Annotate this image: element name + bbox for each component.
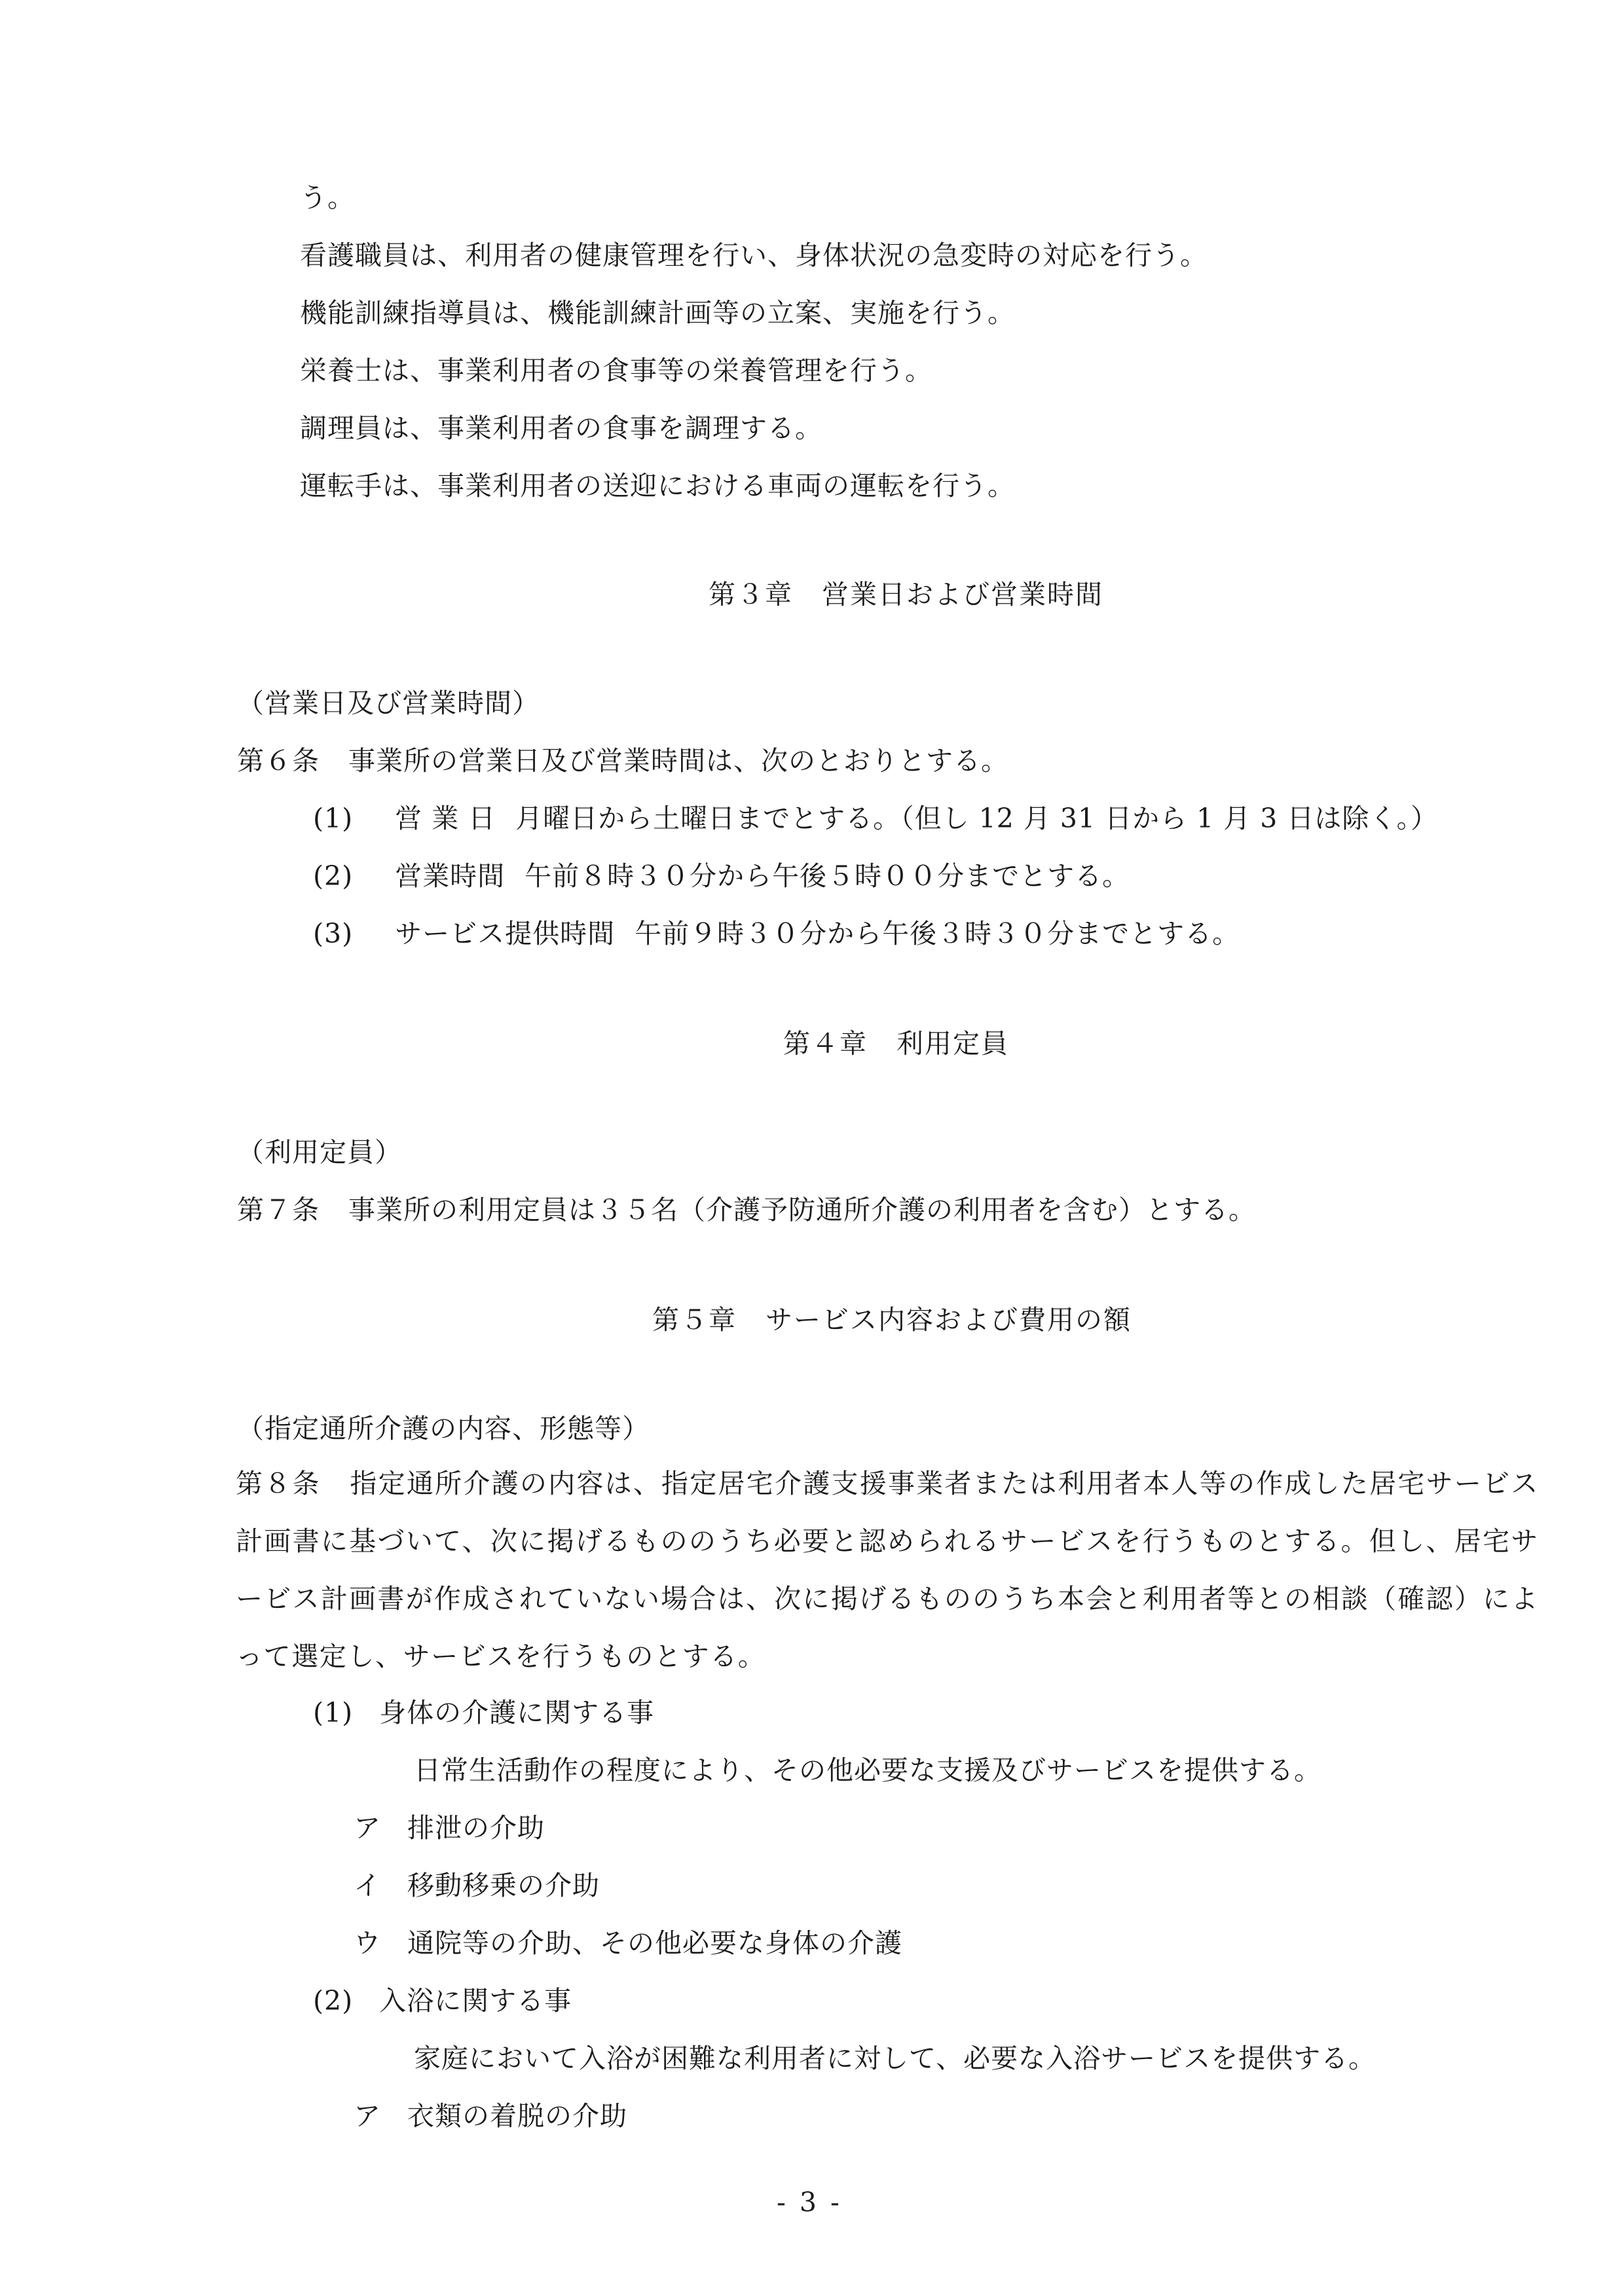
chapter-4-number: 第４章 [783, 1028, 868, 1059]
hours-item-number: (1) [313, 803, 354, 834]
list-item [354, 1926, 902, 1960]
section-1-description: 日常生活動作の程度により、その他必要な支援及びサービスを提供する。 [414, 1755, 1321, 1786]
list-item-mark: ウ [354, 1927, 381, 1959]
chapter-5-title: サービス内容および費用の額 [766, 1304, 1132, 1336]
list-item-mark: ア [354, 2100, 381, 2132]
page-number: - 3 - [777, 2187, 842, 2218]
article-7-text: 事業所の利用定員は３５名（介護予防通所介護の利用者を含む）とする。 [348, 1194, 1256, 1226]
section-1-title: 身体の介護に関する事 [379, 1697, 655, 1728]
chapter-5-heading [652, 1303, 1132, 1337]
section-1-number: (1) [313, 1697, 354, 1728]
chapter-5-number: 第５章 [652, 1304, 737, 1336]
article-8-caption: （指定通所介護の内容、形態等） [237, 1413, 650, 1444]
hours-item-label: サービス提供時間 [395, 918, 616, 949]
section-1-heading [313, 1696, 654, 1730]
hours-item-text: 月曜日から土曜日までとする。（但し 12 月 31 日から 1 月 3 日は除く。） [515, 803, 1439, 834]
hours-item [313, 859, 1130, 893]
hours-item-text: 午前９時３０分から午後３時３０分までとする。 [635, 918, 1240, 949]
list-item-text: 衣類の着脱の介助 [407, 2100, 627, 2132]
list-item-mark: イ [354, 1870, 381, 1901]
article-8-text: 指定通所介護の内容は、指定居宅介護支援事業者または利用者本人等の作成した居宅サービス計画書に基づいて、次に掲げるもののうち必要と認められるサービスを行うものとする。但し、居宅サービス計画書が作成されていない場合は、次に掲げるもののうち本会と利用者等との相談（確認）によって選定し、サービスを行うものとする。 [236, 1468, 1539, 1672]
chapter-3-title: 営業日および営業時間 [822, 579, 1103, 610]
chapter-4-heading [783, 1027, 1009, 1061]
chapter-3-heading [709, 577, 1103, 611]
article-6 [237, 744, 1008, 778]
hours-item-label: 営 業 日 [395, 803, 496, 834]
article-6-number: 第６条 [237, 745, 320, 776]
list-item-mark: ア [354, 1812, 381, 1844]
list-item [354, 2099, 627, 2133]
list-item-text: 通院等の介助、その他必要な身体の介護 [407, 1927, 902, 1959]
hours-item [313, 801, 1438, 835]
list-item [354, 1811, 545, 1845]
duty-continuation: う。 [300, 182, 355, 213]
article-6-text: 事業所の営業日及び営業時間は、次のとおりとする。 [348, 745, 1008, 776]
hours-item-text: 午前８時３０分から午後５時００分までとする。 [525, 860, 1130, 892]
list-item-text: 移動移乗の介助 [407, 1870, 600, 1901]
section-2-description: 家庭において入浴が困難な利用者に対して、必要な入浴サービスを提供する。 [414, 2043, 1376, 2074]
article-8 [236, 1455, 1539, 1685]
duty-cook: 調理員は、事業利用者の食事を調理する。 [300, 412, 822, 444]
duty-driver: 運転手は、事業利用者の送迎における車両の運転を行う。 [300, 470, 1015, 501]
duty-trainer: 機能訓練指導員は、機能訓練計画等の立案、実施を行う。 [300, 297, 1015, 329]
article-7-number: 第７条 [237, 1194, 320, 1226]
hours-item-number: (2) [313, 860, 354, 892]
article-7 [237, 1193, 1256, 1227]
duty-nurse: 看護職員は、利用者の健康管理を行い、身体状況の急変時の対応を行う。 [300, 240, 1208, 271]
list-item [354, 1868, 600, 1903]
section-2-heading [313, 1984, 572, 2018]
list-item-text: 排泄の介助 [407, 1812, 545, 1844]
article-6-caption: （営業日及び営業時間） [237, 687, 540, 719]
section-2-title: 入浴に関する事 [379, 1985, 572, 2016]
chapter-4-title: 利用定員 [896, 1028, 1009, 1059]
chapter-3-number: 第３章 [709, 579, 793, 610]
duty-dietitian: 栄養士は、事業利用者の食事等の栄養管理を行う。 [300, 355, 932, 386]
hours-item-number: (3) [313, 918, 354, 949]
article-7-caption: （利用定員） [237, 1137, 402, 1168]
hours-item [313, 917, 1240, 951]
section-2-number: (2) [313, 1985, 354, 2016]
article-8-number: 第８条 [236, 1468, 321, 1499]
hours-item-label: 営業時間 [395, 860, 506, 892]
